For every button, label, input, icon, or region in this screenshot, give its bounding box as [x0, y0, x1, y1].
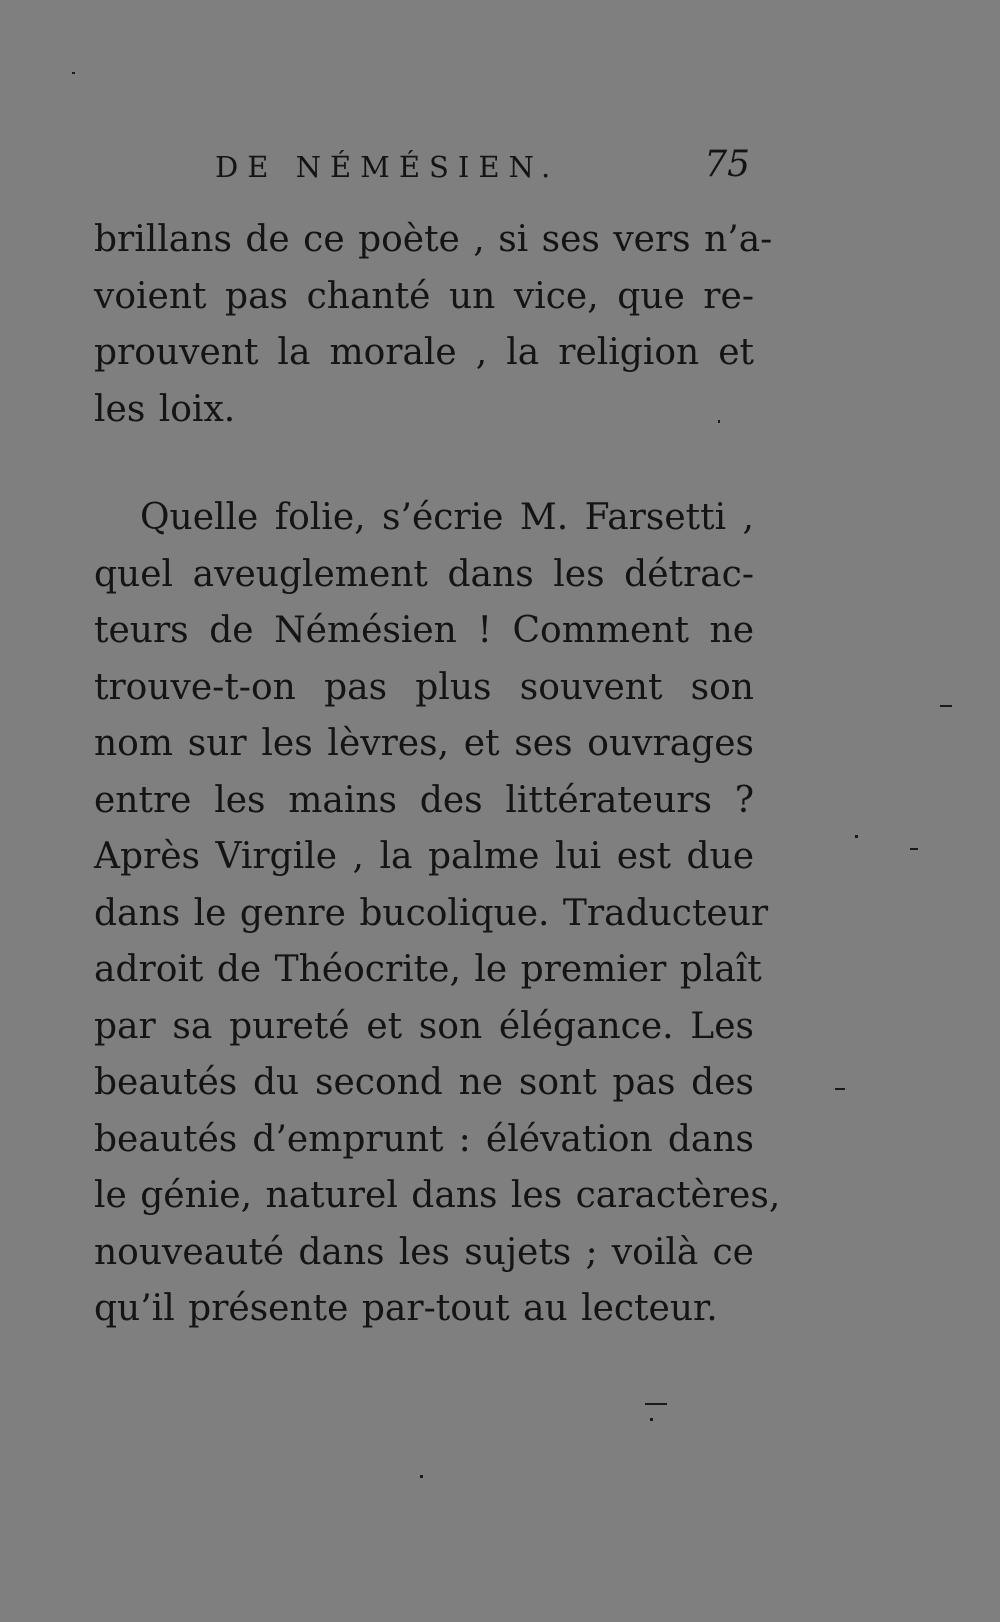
paragraph-2 [94, 490, 781, 1338]
text-line: beautés d’emprunt : élévation dans [94, 1118, 754, 1160]
text-line: prouvent la morale , la religion et [94, 332, 754, 373]
text-line: dans le genre bucolique. Traducteur [94, 892, 769, 934]
text-line: le génie, naturel dans les caractères, [94, 1175, 781, 1216]
text-line: beautés du second ne sont pas des [94, 1062, 754, 1103]
scan-speck [718, 420, 720, 423]
scan-speck [650, 1418, 653, 1421]
text-line: trouve-t-on pas plus souvent son [94, 666, 754, 708]
text-line: qu’il présente par-tout au lecteur. [94, 1288, 718, 1329]
page-header [215, 140, 750, 200]
text-line: quel aveuglement dans les détrac- [94, 553, 754, 595]
scan-speck [940, 705, 952, 707]
scan-speck [855, 835, 858, 838]
text-line: nom sur les lèvres, et ses ouvrages [94, 723, 754, 764]
text-line: Après Virgile , la palme lui est due [94, 836, 754, 877]
text-line: adroit de Théocrite, le premier plaît [94, 949, 762, 990]
running-head: DE NÉMÉSIEN. [215, 150, 560, 184]
text-line: entre les mains des littérateurs ? [94, 779, 754, 821]
page-number: 75 [704, 144, 750, 185]
scan-speck [835, 1088, 845, 1090]
paragraph-gap [94, 438, 754, 490]
text-line: teurs de Némésien ! Comment ne [94, 610, 754, 651]
text-line: nouveauté dans les sujets ; voilà ce [94, 1231, 754, 1273]
text-line: par sa pureté et son élégance. Les [94, 1005, 754, 1047]
body-text [94, 212, 781, 1338]
text-line: brillans de ce poète , si ses vers n’a- [94, 219, 773, 260]
scan-speck [72, 72, 75, 74]
scan-speck [910, 848, 918, 850]
paragraph-1 [94, 212, 773, 438]
text-line: les loix. [94, 388, 236, 430]
text-line: Quelle folie, s’écrie M. Farsetti , [140, 497, 754, 538]
text-line: voient pas chanté un vice, que re- [94, 275, 754, 317]
scan-speck [420, 1475, 423, 1478]
scan-speck [645, 1403, 667, 1405]
